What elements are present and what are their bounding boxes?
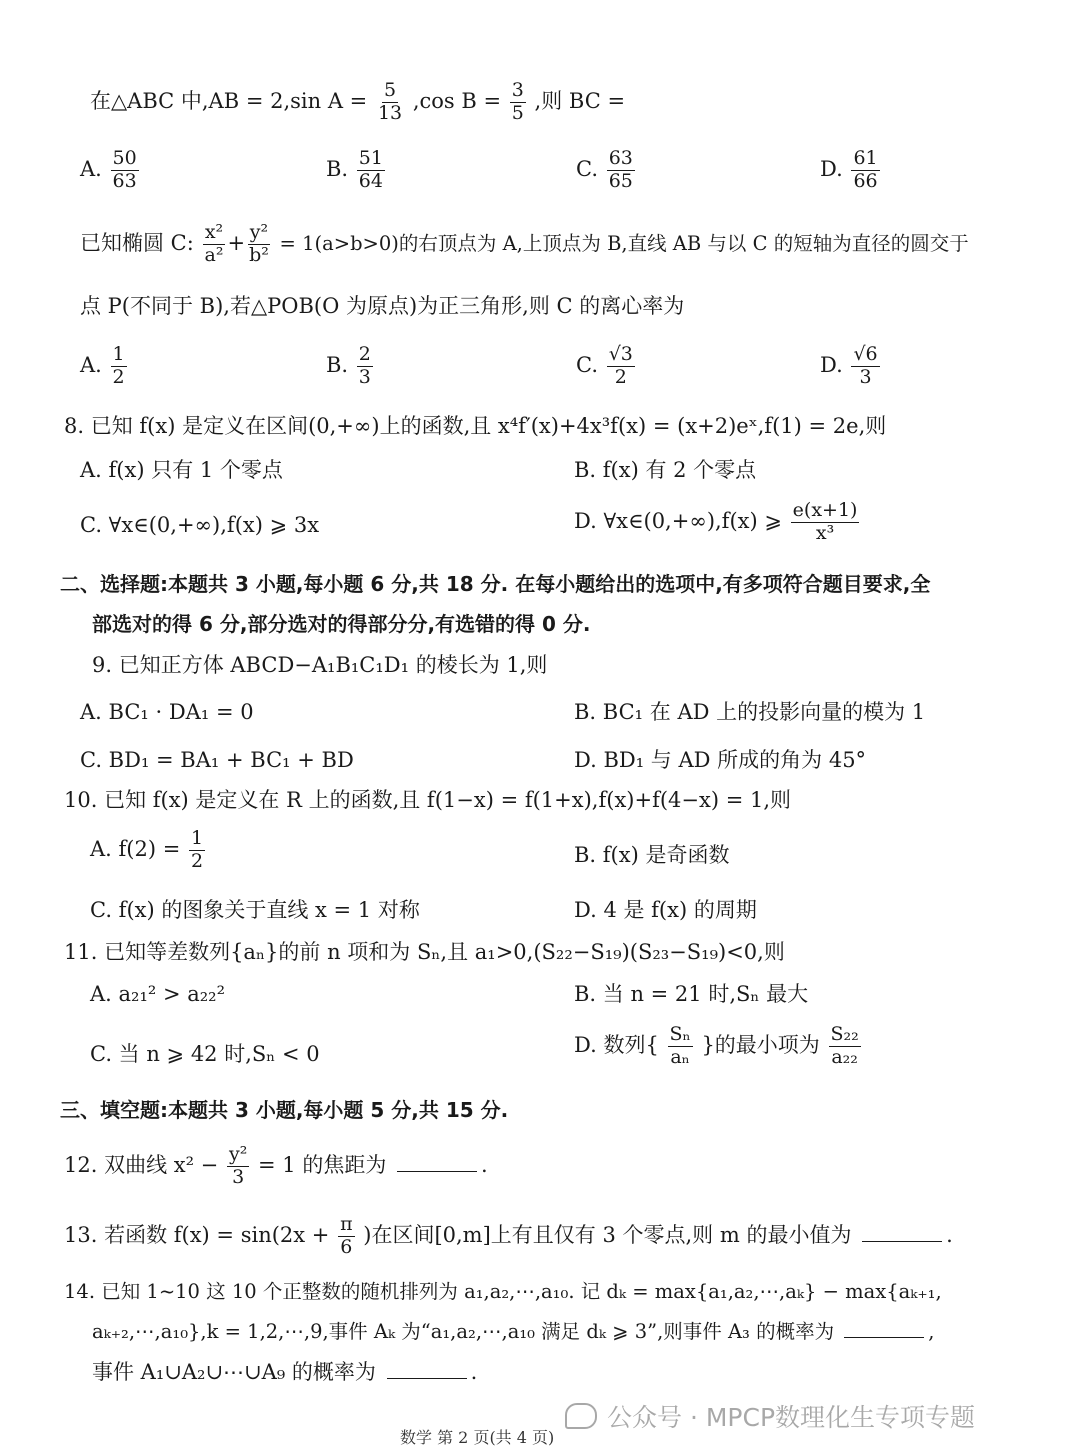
option-label: C. xyxy=(576,352,598,377)
frac-num: √6 xyxy=(853,343,878,365)
q8-option-a: A. f(x) 只有 1 个零点 xyxy=(80,458,283,482)
option-label: B. xyxy=(326,352,349,377)
q1-option-c xyxy=(576,148,637,193)
option-label: D. xyxy=(820,352,843,377)
frac-den: 2 xyxy=(614,365,627,388)
q1-option-a xyxy=(80,148,141,193)
section-2-heading: 二、选择题:本题共 3 小题,每小题 6 分,共 18 分. 在每小题给出的选项中,有多项符合题目要求,全 xyxy=(60,572,931,596)
q10-stem: 10. 已知 f(x) 是定义在 R 上的函数,且 f(1−x) = f(1+x),f(x)+f(4−x) = 1,则 xyxy=(64,788,792,812)
frac-den: 63 xyxy=(112,169,137,192)
q14-line2-end: , xyxy=(928,1320,935,1343)
frac-den: a₂₂ xyxy=(831,1045,858,1068)
frac-num: e(x+1) xyxy=(792,499,858,521)
q12-answer-blank[interactable] xyxy=(397,1171,477,1172)
q13-fraction xyxy=(338,1214,355,1259)
frac-den: 13 xyxy=(377,101,403,124)
frac-num: S₂₂ xyxy=(830,1023,859,1045)
q2-prefix: 已知椭圆 C: xyxy=(80,230,194,255)
q2-stem-line2: 点 P(不同于 B),若△POB(O 为原点)为正三角形,则 C 的离心率为 xyxy=(80,294,685,318)
q13-prefix: 13. 若函数 f(x) = sin(2x + xyxy=(64,1222,330,1247)
frac-num: π xyxy=(340,1213,353,1235)
page-footer: 数学 第 2 页(共 4 页) xyxy=(400,1428,555,1447)
q2-option-a xyxy=(80,344,129,389)
frac-den: 64 xyxy=(358,169,383,192)
q9-option-b: B. BC₁ 在 AD 上的投影向量的模为 1 xyxy=(574,700,926,724)
q10-opta-fraction xyxy=(189,828,205,873)
option-fraction xyxy=(851,344,879,389)
frac-num: 2 xyxy=(358,343,371,365)
frac-den: 2 xyxy=(112,365,125,388)
frac-num: 63 xyxy=(608,147,633,169)
q11-optd-prefix: D. 数列{ xyxy=(574,1032,659,1057)
option-fraction xyxy=(607,148,635,193)
frac-num: x² xyxy=(204,221,224,243)
q9-option-d: D. BD₁ 与 AD 所成的角为 45° xyxy=(574,748,867,772)
q12-fraction xyxy=(227,1144,249,1189)
frac-den: 3 xyxy=(232,1165,245,1188)
frac-num: 50 xyxy=(112,147,137,169)
frac-num: y² xyxy=(228,1143,248,1165)
q12-end: . xyxy=(481,1152,488,1177)
watermark xyxy=(565,1398,975,1434)
q1-option-d xyxy=(820,148,882,193)
q8-option-d xyxy=(574,500,861,545)
option-fraction xyxy=(357,148,385,193)
q1-option-b xyxy=(326,148,387,193)
frac-den: 6 xyxy=(340,1235,353,1258)
q1-stem-text: 在△ABC 中,AB = 2,sin A = xyxy=(90,88,368,113)
ellipse-x-fraction xyxy=(203,222,226,267)
option-fraction xyxy=(357,344,373,389)
q10-option-b: B. f(x) 是奇函数 xyxy=(574,843,730,867)
frac-num: 61 xyxy=(853,147,878,169)
q14-line2 xyxy=(92,1322,934,1342)
q14-line1: 14. 已知 1~10 这 10 个正整数的随机排列为 a₁,a₂,⋯,a₁₀. 记 dₖ = max{a₁,a₂,⋯,aₖ} − max{aₖ₊₁, xyxy=(64,1280,942,1303)
q1-end: ,则 BC = xyxy=(534,88,626,113)
q12-suffix: = 1 的焦距为 xyxy=(258,1152,387,1177)
frac-num: 5 xyxy=(384,79,397,101)
frac-den: 3 xyxy=(859,365,872,388)
frac-den: aₙ xyxy=(670,1045,690,1068)
q12-stem xyxy=(64,1144,488,1189)
frac-den: b² xyxy=(249,243,269,266)
frac-num: 1 xyxy=(112,343,125,365)
q14-answer-blank-2[interactable] xyxy=(387,1378,467,1379)
frac-num: 1 xyxy=(191,827,204,849)
frac-num: Sₙ xyxy=(669,1023,691,1045)
q8-stem: 8. 已知 f(x) 是定义在区间(0,+∞)上的函数,且 x⁴f′(x)+4x³f(x) = (x+2)eˣ,f(1) = 2e,则 xyxy=(64,414,887,438)
option-fraction xyxy=(111,148,139,193)
q10-option-d: D. 4 是 f(x) 的周期 xyxy=(574,898,757,922)
section-2-heading-line2: 部选对的得 6 分,部分选对的得部分分,有选错的得 0 分. xyxy=(92,612,591,636)
section-3-heading: 三、填空题:本题共 3 小题,每小题 5 分,共 15 分. xyxy=(60,1098,509,1122)
frac-den: 66 xyxy=(853,169,878,192)
q11-option-b: B. 当 n = 21 时,Sₙ 最大 xyxy=(574,982,809,1006)
q11-option-c: C. 当 n ⩾ 42 时,Sₙ < 0 xyxy=(90,1042,320,1066)
option-label: A. xyxy=(80,352,102,377)
option-fraction xyxy=(607,344,635,389)
q13-stem xyxy=(64,1214,953,1259)
q10-option-c: C. f(x) 的图象关于直线 x = 1 对称 xyxy=(90,898,420,922)
q11-optd-fraction2 xyxy=(829,1024,861,1069)
q14-line2-text: aₖ₊₂,⋯,a₁₀},k = 1,2,⋯,9,事件 Aₖ 为“a₁,a₂,⋯,a₁₀ 满足 dₖ ⩾ 3”,则事件 A₃ 的概率为 xyxy=(92,1320,835,1343)
frac-den: a² xyxy=(204,243,224,266)
q8-option-b: B. f(x) 有 2 个零点 xyxy=(574,458,757,482)
frac-den: 5 xyxy=(511,101,524,124)
q10-opta-prefix: A. f(2) = xyxy=(90,836,181,861)
q13-suffix: )在区间[0,m]上有且仅有 3 个零点,则 m 的最小值为 xyxy=(363,1222,852,1247)
frac-num: 3 xyxy=(511,79,524,101)
q10-option-a xyxy=(90,828,207,873)
q8-optd-prefix: D. ∀x∈(0,+∞),f(x) ⩾ xyxy=(574,508,782,533)
cosB-fraction xyxy=(510,80,526,125)
frac-num: √3 xyxy=(608,343,633,365)
frac-den: 65 xyxy=(608,169,633,192)
option-fraction xyxy=(851,148,879,193)
q14-answer-blank-1[interactable] xyxy=(844,1337,924,1338)
q2-rest: = 1(a>b>0)的右顶点为 A,上顶点为 B,直线 AB 与以 C 的短轴为直径的圆交于 xyxy=(279,231,969,255)
q2-option-d xyxy=(820,344,882,389)
q2-option-c xyxy=(576,344,637,389)
q12-prefix: 12. 双曲线 x² − xyxy=(64,1152,219,1177)
frac-den: 2 xyxy=(191,849,204,872)
q14-line3-end: . xyxy=(470,1360,478,1384)
q2-option-b xyxy=(326,344,375,389)
ellipse-y-fraction xyxy=(247,222,271,267)
frac-den: 3 xyxy=(358,365,371,388)
q8-optd-fraction xyxy=(791,500,860,545)
q13-answer-blank[interactable] xyxy=(862,1241,942,1242)
frac-den: x³ xyxy=(815,521,835,544)
watermark-text: 公众号 · MPCP数理化生专项专题 xyxy=(607,1403,976,1432)
wechat-icon xyxy=(565,1403,597,1429)
q8-option-c: C. ∀x∈(0,+∞),f(x) ⩾ 3x xyxy=(80,513,320,537)
option-label: D. xyxy=(820,156,843,181)
q14-line3-text: 事件 A₁∪A₂∪⋯∪A₉ 的概率为 xyxy=(92,1360,376,1384)
q13-end: . xyxy=(946,1222,953,1247)
option-fraction xyxy=(111,344,127,389)
option-label: A. xyxy=(80,156,102,181)
q11-option-a: A. a₂₁² > a₂₂² xyxy=(90,982,226,1006)
q11-stem: 11. 已知等差数列{aₙ}的前 n 项和为 Sₙ,且 a₁>0,(S₂₂−S₁₉)(S₂₃−S₁₉)<0,则 xyxy=(64,940,785,964)
option-label: C. xyxy=(576,156,598,181)
q1-stem xyxy=(90,80,625,125)
q2-stem: 已知椭圆 C: $\frac{\text{x²}}{\text{a²}}$ + $\frac{\text{y²}}{\text{b²}}$ = 1(a>b>0)的右顶点为 A,上顶点为 B,直线 AB 与以 C 的短轴为直径的圆交于 xyxy=(80,221,969,266)
frac-num: y² xyxy=(249,221,269,243)
q9-option-c: C. BD₁ = BA₁ + BC₁ + BD xyxy=(80,748,354,772)
q14-line3 xyxy=(92,1362,477,1383)
q11-option-d xyxy=(574,1024,863,1069)
q1-mid: ,cos B = xyxy=(412,88,502,113)
q11-optd-mid: }的最小项为 xyxy=(701,1032,820,1057)
q9-stem: 9. 已知正方体 ABCD−A₁B₁C₁D₁ 的棱长为 1,则 xyxy=(92,653,548,677)
option-label: B. xyxy=(326,156,349,181)
q11-optd-fraction xyxy=(668,1024,693,1069)
q9-option-a: A. BC₁ · DA₁ = 0 xyxy=(80,700,254,724)
sinA-fraction xyxy=(376,80,404,125)
frac-num: 51 xyxy=(358,147,383,169)
